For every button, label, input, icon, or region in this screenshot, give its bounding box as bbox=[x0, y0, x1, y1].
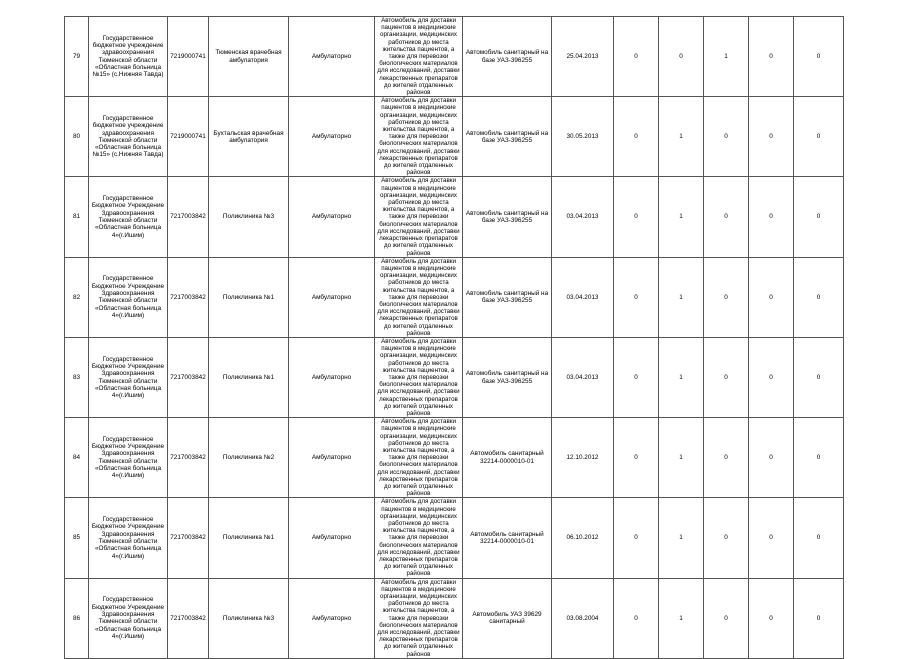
vehicle-purpose: Автомобиль для доставки пациентов в медицинские организации, медицинских работников до места жительства пациентов, а также для перевозки биологических материалов для исследований, доставки лекарственных препаратов до жителей отдаленных районов bbox=[375, 177, 463, 257]
count-cell-1: 0 bbox=[614, 257, 659, 337]
vehicle-purpose: Автомобиль для доставки пациентов в медицинские организации, медицинских работников до места жительства пациентов, а также для перевозки биологических материалов для исследований, доставки лекарственных препаратов до жителей отдаленных районов bbox=[375, 418, 463, 498]
subdivision-name: Поликлиника №1 bbox=[209, 337, 289, 417]
vehicle-model: Автомобиль санитарный на базе УАЗ-396255 bbox=[463, 177, 552, 257]
inn-code: 7217003842 bbox=[168, 498, 209, 578]
subdivision-name: Поликлиника №3 bbox=[209, 177, 289, 257]
table-row bbox=[65, 17, 844, 97]
subdivision-name: Поликлиника №1 bbox=[209, 257, 289, 337]
count-cell-5: 0 bbox=[794, 177, 844, 257]
count-cell-4: 0 bbox=[749, 97, 794, 177]
care-condition: Амбулаторно bbox=[289, 418, 375, 498]
count-cell-5: 0 bbox=[794, 578, 844, 658]
care-condition: Амбулаторно bbox=[289, 257, 375, 337]
count-cell-1: 0 bbox=[614, 418, 659, 498]
count-cell-3: 0 bbox=[704, 418, 749, 498]
count-cell-3: 0 bbox=[704, 257, 749, 337]
table-row bbox=[65, 177, 844, 257]
count-cell-1: 0 bbox=[614, 17, 659, 97]
count-cell-1: 0 bbox=[614, 337, 659, 417]
count-cell-3: 0 bbox=[704, 97, 749, 177]
vehicle-purpose: Автомобиль для доставки пациентов в медицинские организации, медицинских работников до места жительства пациентов, а также для перевозки биологических материалов для исследований, доставки лекарственных препаратов до жителей отдаленных районов bbox=[375, 257, 463, 337]
organization-name: Государственное бюджетное учреждение здравоохранения Тюменской области «Областная больница №15» (с.Нижняя Тавда) bbox=[89, 17, 168, 97]
vehicle-model: Автомобиль санитарный 32214-0000010-01 bbox=[463, 498, 552, 578]
count-cell-3: 0 bbox=[704, 498, 749, 578]
row-number: 85 bbox=[65, 498, 89, 578]
count-cell-2: 1 bbox=[659, 578, 704, 658]
issue-date: 03.08.2004 bbox=[552, 578, 614, 658]
count-cell-3: 0 bbox=[704, 337, 749, 417]
count-cell-2: 1 bbox=[659, 177, 704, 257]
issue-date: 03.04.2013 bbox=[552, 177, 614, 257]
organization-name: Государственное Бюджетное Учреждение Здравоохранения Тюменской области «Областная больница 4»(г.Ишим) bbox=[89, 498, 168, 578]
count-cell-1: 0 bbox=[614, 578, 659, 658]
vehicle-purpose: Автомобиль для доставки пациентов в медицинские организации, медицинских работников до места жительства пациентов, а также для перевозки биологических материалов для исследований, доставки лекарственных препаратов до жителей отдаленных районов bbox=[375, 337, 463, 417]
count-cell-3: 0 bbox=[704, 177, 749, 257]
inn-code: 7217003842 bbox=[168, 257, 209, 337]
row-number: 84 bbox=[65, 418, 89, 498]
organization-name: Государственное Бюджетное Учреждение Здравоохранения Тюменской области «Областная больница 4»(г.Ишим) bbox=[89, 337, 168, 417]
subdivision-name: Бухтальская врачебная амбулатория bbox=[209, 97, 289, 177]
row-number: 86 bbox=[65, 578, 89, 658]
vehicle-purpose: Автомобиль для доставки пациентов в медицинские организации, медицинских работников до места жительства пациентов, а также для перевозки биологических материалов для исследований, доставки лекарственных препаратов до жителей отдаленных районов bbox=[375, 578, 463, 658]
issue-date: 06.10.2012 bbox=[552, 498, 614, 578]
subdivision-name: Поликлиника №2 bbox=[209, 418, 289, 498]
count-cell-4: 0 bbox=[749, 257, 794, 337]
issue-date: 03.04.2013 bbox=[552, 257, 614, 337]
table-row bbox=[65, 578, 844, 658]
vehicle-registry-table bbox=[64, 16, 844, 659]
count-cell-5: 0 bbox=[794, 257, 844, 337]
count-cell-4: 0 bbox=[749, 578, 794, 658]
count-cell-2: 1 bbox=[659, 337, 704, 417]
row-number: 81 bbox=[65, 177, 89, 257]
count-cell-4: 0 bbox=[749, 17, 794, 97]
issue-date: 30.05.2013 bbox=[552, 97, 614, 177]
organization-name: Государственное бюджетное учреждение здравоохранения Тюменской области «Областная больница №15» (с.Нижняя Тавда) bbox=[89, 97, 168, 177]
issue-date: 03.04.2013 bbox=[552, 337, 614, 417]
inn-code: 7217003842 bbox=[168, 418, 209, 498]
row-number: 82 bbox=[65, 257, 89, 337]
count-cell-2: 1 bbox=[659, 257, 704, 337]
count-cell-5: 0 bbox=[794, 337, 844, 417]
count-cell-2: 1 bbox=[659, 498, 704, 578]
organization-name: Государственное Бюджетное Учреждение Здравоохранения Тюменской области «Областная больница 4»(г.Ишим) bbox=[89, 257, 168, 337]
inn-code: 7217003842 bbox=[168, 337, 209, 417]
inn-code: 7219000741 bbox=[168, 97, 209, 177]
care-condition: Амбулаторно bbox=[289, 337, 375, 417]
vehicle-purpose: Автомобиль для доставки пациентов в медицинские организации, медицинских работников до места жительства пациентов, а также для перевозки биологических материалов для исследований, доставки лекарственных препаратов до жителей отдаленных районов bbox=[375, 97, 463, 177]
count-cell-2: 1 bbox=[659, 418, 704, 498]
table-row bbox=[65, 97, 844, 177]
inn-code: 7219000741 bbox=[168, 17, 209, 97]
count-cell-5: 0 bbox=[794, 498, 844, 578]
vehicle-model: Автомобиль санитарный на базе УАЗ-396255 bbox=[463, 337, 552, 417]
organization-name: Государственное Бюджетное Учреждение Здравоохранения Тюменской области «Областная больница 4»(г.Ишим) bbox=[89, 578, 168, 658]
count-cell-1: 0 bbox=[614, 177, 659, 257]
vehicle-model: Автомобиль УАЗ 39629 санитарный bbox=[463, 578, 552, 658]
count-cell-5: 0 bbox=[794, 97, 844, 177]
count-cell-2: 0 bbox=[659, 17, 704, 97]
issue-date: 25.04.2013 bbox=[552, 17, 614, 97]
vehicle-model: Автомобиль санитарный на базе УАЗ-396255 bbox=[463, 17, 552, 97]
count-cell-3: 1 bbox=[704, 17, 749, 97]
table-row bbox=[65, 498, 844, 578]
count-cell-2: 1 bbox=[659, 97, 704, 177]
inn-code: 7217003842 bbox=[168, 177, 209, 257]
row-number: 79 bbox=[65, 17, 89, 97]
care-condition: Амбулаторно bbox=[289, 498, 375, 578]
issue-date: 12.10.2012 bbox=[552, 418, 614, 498]
care-condition: Амбулаторно bbox=[289, 17, 375, 97]
count-cell-1: 0 bbox=[614, 97, 659, 177]
organization-name: Государственное Бюджетное Учреждение Здравоохранения Тюменской области «Областная больница 4»(г.Ишим) bbox=[89, 177, 168, 257]
vehicle-model: Автомобиль санитарный на базе УАЗ-396255 bbox=[463, 257, 552, 337]
row-number: 80 bbox=[65, 97, 89, 177]
subdivision-name: Поликлиника №1 bbox=[209, 498, 289, 578]
vehicle-model: Автомобиль санитарный на базе УАЗ-396255 bbox=[463, 97, 552, 177]
inn-code: 7217003842 bbox=[168, 578, 209, 658]
count-cell-4: 0 bbox=[749, 177, 794, 257]
count-cell-1: 0 bbox=[614, 498, 659, 578]
count-cell-4: 0 bbox=[749, 498, 794, 578]
vehicle-purpose: Автомобиль для доставки пациентов в медицинские организации, медицинских работников до места жительства пациентов, а также для перевозки биологических материалов для исследований, доставки лекарственных препаратов до жителей отдаленных районов bbox=[375, 17, 463, 97]
vehicle-purpose: Автомобиль для доставки пациентов в медицинские организации, медицинских работников до места жительства пациентов, а также для перевозки биологических материалов для исследований, доставки лекарственных препаратов до жителей отдаленных районов bbox=[375, 498, 463, 578]
vehicle-model: Автомобиль санитарный 32214-0000010-01 bbox=[463, 418, 552, 498]
count-cell-4: 0 bbox=[749, 418, 794, 498]
subdivision-name: Тюменская врачебная амбулатория bbox=[209, 17, 289, 97]
row-number: 83 bbox=[65, 337, 89, 417]
care-condition: Амбулаторно bbox=[289, 97, 375, 177]
table-row bbox=[65, 257, 844, 337]
table-row bbox=[65, 418, 844, 498]
organization-name: Государственное Бюджетное Учреждение Здравоохранения Тюменской области «Областная больница 4»(г.Ишим) bbox=[89, 418, 168, 498]
count-cell-5: 0 bbox=[794, 418, 844, 498]
care-condition: Амбулаторно bbox=[289, 578, 375, 658]
subdivision-name: Поликлиника №3 bbox=[209, 578, 289, 658]
care-condition: Амбулаторно bbox=[289, 177, 375, 257]
count-cell-4: 0 bbox=[749, 337, 794, 417]
count-cell-3: 0 bbox=[704, 578, 749, 658]
table-row bbox=[65, 337, 844, 417]
count-cell-5: 0 bbox=[794, 17, 844, 97]
